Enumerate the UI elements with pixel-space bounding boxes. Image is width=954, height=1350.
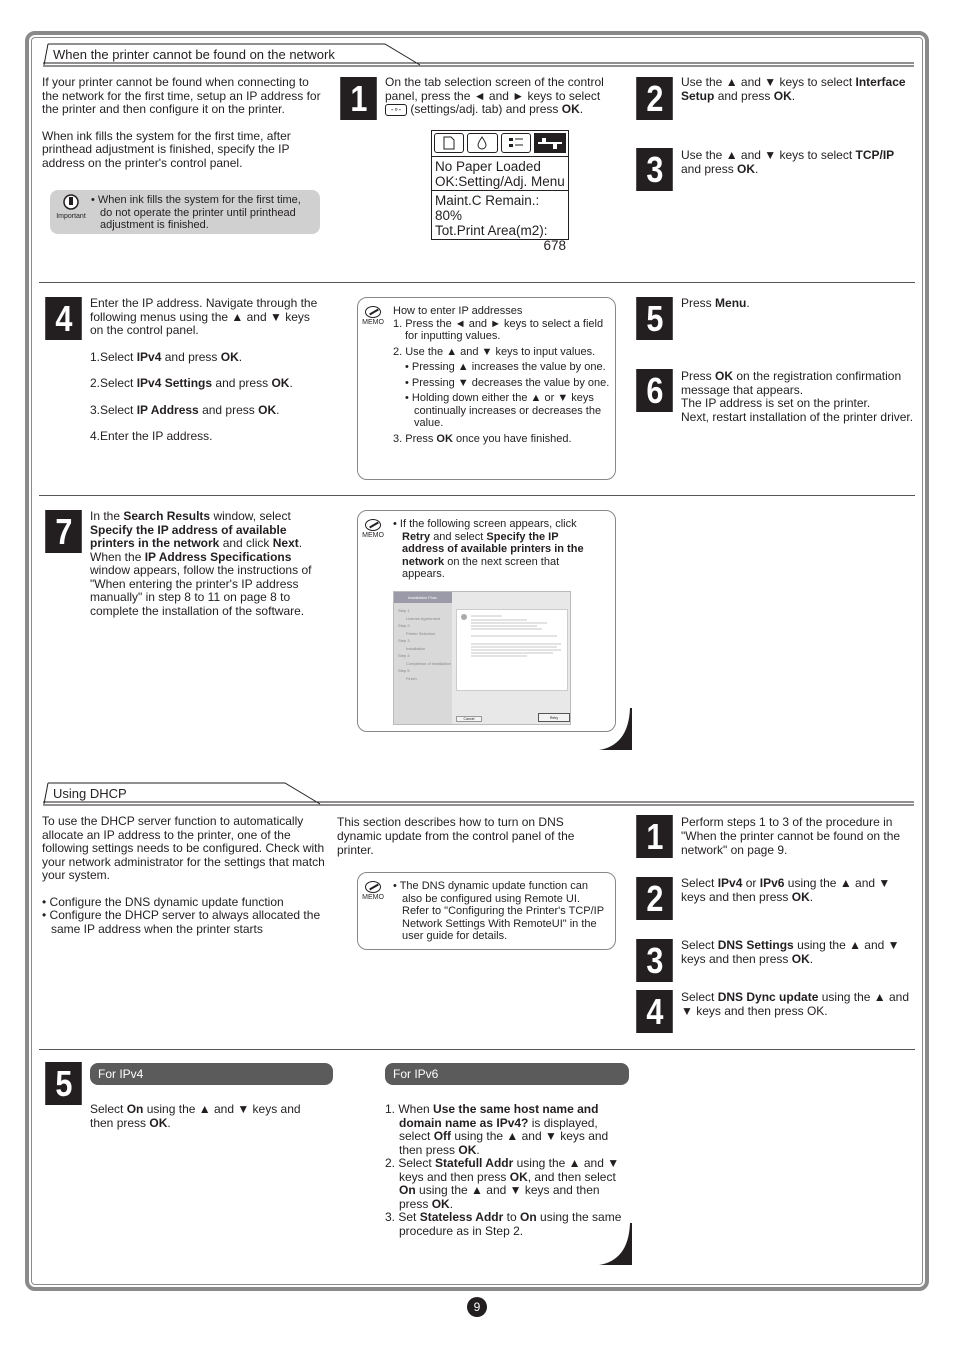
dhcp-step-4-mid: using the ▲ and ▼ keys and then press OK. bbox=[681, 990, 910, 1018]
ipv6-1a: 1. When bbox=[385, 1102, 430, 1116]
step-4-item-3-ok: OK bbox=[258, 402, 277, 417]
dhcp-bullet-1: • Configure the DNS dynamic update function bbox=[42, 894, 284, 909]
installer-side-item: Installation bbox=[406, 645, 426, 651]
step-7-t5: When the bbox=[90, 549, 142, 564]
step-7-text bbox=[90, 510, 326, 618]
ipv6-3d: using the same procedure as in Step 2. bbox=[399, 1210, 622, 1238]
page-turn-icon bbox=[597, 707, 633, 751]
step-7-b4: IP Address Specifications bbox=[144, 549, 292, 564]
memo-retry-t2: and select bbox=[433, 530, 484, 543]
memo-ip-title: How to enter IP addresses bbox=[393, 305, 523, 317]
dhcp-step-2-text bbox=[681, 877, 917, 904]
step-2-pre: Use the ▲ and ▼ keys to select bbox=[681, 75, 853, 89]
step-4-number: 4 bbox=[45, 297, 82, 340]
ipv6-3on: On bbox=[520, 1210, 537, 1224]
ipv6-3a: 3. Set bbox=[385, 1210, 417, 1224]
important-icon bbox=[56, 194, 86, 220]
step-1-text-a: On the tab selection screen of the control panel, press the ◄ and ► keys to select bbox=[385, 75, 604, 103]
installer-side-item: Step 3 bbox=[398, 638, 410, 643]
ipv4-label-bar: For IPv4 bbox=[90, 1063, 333, 1085]
ipv6-1ok: OK bbox=[458, 1142, 477, 1157]
memo-ip-line-3 bbox=[393, 433, 611, 446]
ipv6-text bbox=[385, 1103, 625, 1238]
step-3-number: 3 bbox=[636, 148, 673, 191]
memo-retry-t1: • If the following screen appears, click bbox=[393, 518, 577, 530]
ipv6-step-1 bbox=[385, 1103, 625, 1157]
ipv6-2ok2: OK bbox=[431, 1196, 450, 1211]
section-title-dhcp: Using DHCP bbox=[53, 786, 127, 801]
page-number: 9 bbox=[467, 1297, 487, 1317]
step-5-end: . bbox=[746, 296, 750, 310]
step-4-item-1-post: and press bbox=[164, 349, 218, 364]
paper-tab-icon bbox=[434, 133, 464, 153]
dhcp-step-2-b1: IPv4 bbox=[717, 876, 743, 890]
dhcp-step-3-pre: Select bbox=[681, 938, 715, 952]
step-2-ok: OK bbox=[773, 88, 792, 103]
ipv6-1e: using the ▲ and ▼ keys and then press bbox=[399, 1129, 609, 1157]
lcd-line-4: Tot.Print Area(m2): bbox=[435, 223, 548, 238]
ipv6-label-bar: For IPv6 bbox=[385, 1063, 629, 1085]
dhcp-step-2-mid: using the ▲ and ▼ keys and then press bbox=[681, 876, 891, 904]
dhcp-intro bbox=[42, 815, 326, 936]
step-5-bold: Menu bbox=[715, 296, 747, 310]
step-4-item-3-end: . bbox=[276, 402, 280, 417]
divider-3 bbox=[39, 1049, 915, 1050]
memo-ip-line-3b: once you have finished. bbox=[455, 432, 572, 445]
ipv4-text bbox=[90, 1103, 326, 1130]
section-header-dhcp bbox=[40, 782, 916, 806]
dhcp-step-2-end: . bbox=[809, 889, 814, 904]
section-title-network: When the printer cannot be found on the network bbox=[53, 47, 335, 62]
step-4-item-2-pre: 2.Select bbox=[90, 376, 134, 390]
job-tab-icon bbox=[501, 133, 531, 153]
step-7-b1: Search Results bbox=[123, 509, 211, 523]
lcd-tab-row bbox=[432, 131, 568, 157]
step-6-text bbox=[681, 370, 917, 424]
step-4-intro: Enter the IP address. Navigate through the following menus using the ▲ and ▼ keys on the control panel. bbox=[90, 296, 318, 337]
step-7-t1: In the bbox=[90, 509, 121, 523]
memo-dns bbox=[357, 872, 616, 950]
installer-side-item: Step 1 bbox=[398, 608, 410, 613]
step-2-bold: Interface Setup bbox=[681, 75, 906, 103]
ipv6-2on: On bbox=[399, 1183, 416, 1197]
dhcp-description: This section describes how to turn on DNS dynamic update from the control panel of the printer. bbox=[337, 815, 575, 857]
step-7-t3: and click bbox=[222, 536, 270, 550]
step-4-item-1-bold: IPv4 bbox=[136, 349, 162, 364]
memo-ip-bullet-1: • Pressing ▲ increases the value by one. bbox=[405, 361, 606, 373]
page-turn-icon bbox=[597, 1222, 633, 1266]
step-4-item-2-ok: OK bbox=[271, 376, 290, 390]
memo-ip-line-2: 2. Use the ▲ and ▼ keys to input values. bbox=[393, 345, 596, 358]
dhcp-step-4-text bbox=[681, 991, 917, 1018]
divider-1 bbox=[39, 282, 915, 283]
step-4-item-1-pre: 1.Select bbox=[90, 349, 134, 364]
step-6-post: on the registration confirmation message that appears. bbox=[681, 369, 902, 397]
installer-sidebar bbox=[394, 592, 452, 724]
step-6-line-2: The IP address is set on the printer. bbox=[681, 396, 871, 410]
intro-paragraph-2: When ink fills the system for the first time, after printhead adjustment is finished, specify the IP address on the printer's control panel. bbox=[42, 128, 291, 170]
step-3-ok: OK bbox=[737, 161, 756, 176]
ipv6-2a: 2. Select bbox=[385, 1156, 432, 1170]
step-2-mid: and press bbox=[717, 88, 771, 103]
dhcp-step-1-text: Perform steps 1 to 3 of the procedure in "When the printer cannot be found on the network" on page 9. bbox=[681, 815, 901, 857]
important-box bbox=[50, 190, 320, 234]
step-2-text bbox=[681, 76, 917, 103]
installer-sidebar-header: Installation Flow bbox=[394, 592, 452, 603]
installer-cancel-button[interactable]: Cancel bbox=[456, 716, 482, 722]
dhcp-step-2-pre: Select bbox=[681, 876, 715, 890]
step-4-text bbox=[90, 297, 322, 444]
installer-side-item: License Agreement bbox=[406, 615, 441, 621]
installer-message-panel bbox=[456, 609, 568, 691]
divider-2 bbox=[39, 495, 915, 496]
dhcp-step-3-text bbox=[681, 939, 917, 966]
step-7-t2: window, select bbox=[213, 509, 291, 523]
step-4-item-3-pre: 3.Select bbox=[90, 402, 134, 417]
ipv6-1end: . bbox=[476, 1142, 480, 1157]
settings-tab-icon-selected bbox=[534, 133, 566, 153]
step-1-number: 1 bbox=[340, 77, 377, 120]
step-5-text bbox=[681, 297, 917, 311]
memo-label: MEMO bbox=[362, 319, 384, 326]
ipv6-step-3 bbox=[385, 1211, 625, 1238]
step-7-b2: Specify the IP address of available printers in the network bbox=[90, 522, 287, 550]
memo-icon bbox=[362, 881, 384, 902]
ipv6-2e: using the ▲ and ▼ keys and then press bbox=[399, 1183, 600, 1211]
dhcp-step-4-number: 4 bbox=[636, 990, 673, 1033]
ipv6-2ok: OK bbox=[509, 1169, 528, 1184]
memo-ip-entry bbox=[357, 297, 616, 480]
step-4-item-3 bbox=[90, 404, 322, 418]
step-7-b3: Next bbox=[272, 536, 299, 550]
dhcp-step-3-number: 3 bbox=[636, 939, 673, 982]
installer-retry-button[interactable]: Retry bbox=[538, 713, 570, 722]
memo-ip-line-3-ok: OK bbox=[436, 432, 453, 445]
installer-sidebar-items bbox=[394, 603, 452, 682]
dhcp-step-4-pre: Select bbox=[681, 990, 715, 1004]
step-2-end: . bbox=[791, 88, 796, 103]
memo-retry-b1: Retry bbox=[402, 530, 431, 543]
ipv6-1c: is displayed, select bbox=[399, 1115, 598, 1143]
step-5-pre: Press bbox=[681, 296, 712, 310]
step-4-item-2-bold: IPv4 Settings bbox=[136, 376, 213, 390]
ipv6-2end: . bbox=[449, 1196, 454, 1211]
intro-paragraph-1: If your printer cannot be found when connecting to the network for the first time, setup an IP address for the printer and then configure it on the printer. bbox=[42, 75, 321, 116]
step-1-ok: OK bbox=[561, 102, 580, 116]
step-6-bold: OK bbox=[715, 369, 734, 383]
lcd-line-2: OK:Setting/Adj. Menu bbox=[432, 174, 568, 191]
ipv4-mid: using the ▲ and ▼ keys and then press bbox=[90, 1102, 301, 1130]
memo-icon bbox=[362, 519, 384, 540]
step-5-number: 5 bbox=[636, 297, 673, 340]
memo-ip-content bbox=[393, 305, 611, 445]
step-1-text-b: (settings/adj. tab) and press bbox=[410, 102, 559, 116]
installer-message-lines bbox=[457, 610, 569, 690]
ipv6-2d: , and then select bbox=[527, 1169, 616, 1184]
step-7-t6: window appears, follow the instructions of "When entering the printer's IP address manually" in step 8 to 11 on page 8 to complete the installation of the software. bbox=[90, 563, 312, 618]
installer-screenshot bbox=[393, 591, 571, 725]
lcd-line-3: Maint.C Remain.: 80% bbox=[435, 193, 540, 223]
ipv6-2b: Statefull Addr bbox=[435, 1156, 514, 1170]
ipv4-end: . bbox=[167, 1115, 171, 1130]
dhcp-step-3-ok: OK bbox=[791, 951, 810, 966]
dhcp-step-3-end: . bbox=[809, 951, 814, 966]
step-2-number: 2 bbox=[636, 77, 673, 120]
step-6-number: 6 bbox=[636, 369, 673, 412]
memo-ip-line-3a: 3. Press bbox=[393, 432, 434, 445]
step-6-line-3: Next, restart installation of the printer driver. bbox=[681, 409, 914, 424]
step-3-text bbox=[681, 149, 917, 176]
step-3-bold: TCP/IP bbox=[855, 148, 895, 162]
memo-label: MEMO bbox=[362, 532, 384, 539]
ipv6-3c: to bbox=[506, 1210, 517, 1224]
step-6-pre: Press bbox=[681, 369, 712, 383]
step-1-end: . bbox=[579, 102, 584, 116]
installer-side-item: Step 2 bbox=[398, 623, 410, 628]
dhcp-intro-text: To use the DHCP server function to automatically allocate an IP address to the printer, one of the following settings needs to be configured. Check with your network administrator for the settings that match your system. bbox=[42, 814, 325, 882]
step-4-item-4: 4.Enter the IP address. bbox=[90, 429, 213, 443]
step-7-t4: . bbox=[298, 536, 303, 550]
dhcp-step-3-b1: DNS Settings bbox=[717, 938, 794, 952]
step-4-item-2-end: . bbox=[289, 376, 293, 390]
important-text: • When ink fills the system for the first time, do not operate the printer until printhead adjustment is finished. bbox=[91, 194, 301, 231]
memo-retry-b2: Specify the IP address of available printers in the network bbox=[402, 530, 584, 568]
settings-tab-icon: -∘- bbox=[385, 104, 407, 116]
ink-tab-icon bbox=[467, 133, 497, 153]
step-4-item-3-post: and press bbox=[202, 402, 255, 417]
dhcp-step-2-b2: IPv6 bbox=[759, 876, 785, 890]
ipv6-1d: Off bbox=[433, 1129, 452, 1143]
step-4-item-2-post: and press bbox=[215, 376, 269, 390]
step-4-item-2 bbox=[90, 377, 322, 391]
important-label: Important bbox=[56, 213, 86, 220]
memo-retry-text bbox=[393, 518, 603, 581]
memo-ip-line-1: 1. Press the ◄ and ► keys to select a field for inputting values. bbox=[393, 317, 604, 342]
step-4-item-3-bold: IP Address bbox=[136, 402, 199, 417]
dhcp-step-4-b1: DNS Dync update bbox=[717, 990, 819, 1004]
step-4-item-1-end: . bbox=[238, 349, 243, 364]
installer-side-item: Finish bbox=[406, 675, 417, 681]
ipv4-ok: OK bbox=[149, 1115, 168, 1130]
lcd-line-1: No Paper Loaded bbox=[435, 159, 541, 174]
memo-icon bbox=[362, 306, 384, 327]
dhcp-step-1-number: 1 bbox=[636, 815, 673, 858]
ipv4-pre: Select bbox=[90, 1102, 124, 1116]
memo-label: MEMO bbox=[362, 894, 384, 901]
memo-ip-bullet-3: • Holding down either the ▲ or ▼ keys continually increases or decreases the value. bbox=[405, 392, 602, 429]
installer-side-item: Step 5 bbox=[398, 668, 410, 673]
ipv6-step-2 bbox=[385, 1157, 625, 1211]
dhcp-bullet-2: • Configure the DHCP server to always allocated the same IP address when the printer starts bbox=[42, 908, 321, 936]
ipv6-3b: Stateless Addr bbox=[419, 1210, 504, 1224]
step-3-end: . bbox=[755, 161, 759, 176]
memo-ip-bullet-2: • Pressing ▼ decreases the value by one. bbox=[405, 376, 610, 389]
control-panel-lcd bbox=[431, 130, 569, 253]
ipv6-2c: using the ▲ and ▼ keys and then press bbox=[399, 1156, 620, 1184]
lcd-line-5: 678 bbox=[543, 238, 566, 253]
memo-dns-text: • The DNS dynamic update function can also be configured using Remote UI. Refer to "Configuring the Printer's TCP/IP Network Settings With RemoteUI" in the user guide for details. bbox=[393, 880, 604, 942]
step-4-item-1-ok: OK bbox=[220, 349, 239, 364]
step-7-number: 7 bbox=[45, 510, 82, 553]
intro-text bbox=[42, 76, 326, 170]
installer-side-item: Printer Selection bbox=[406, 630, 436, 636]
dhcp-step-2-number: 2 bbox=[636, 877, 673, 920]
step-1-text bbox=[385, 76, 621, 117]
installer-side-item: Completion of Installation bbox=[406, 660, 451, 666]
installer-side-item: Step 4 bbox=[398, 653, 410, 658]
dhcp-step-2-or: or bbox=[745, 876, 757, 890]
dhcp-step-2-ok: OK bbox=[791, 889, 810, 904]
ipv6-1b: Use the same host name and domain name as IPv4? bbox=[399, 1102, 599, 1130]
ipv4-bold: On bbox=[126, 1102, 144, 1116]
step-4-item-1 bbox=[90, 351, 322, 365]
step-3-pre: Use the ▲ and ▼ keys to select bbox=[681, 148, 853, 162]
memo-retry-t3: on the next screen that appears. bbox=[402, 555, 560, 580]
step-3-mid: and press bbox=[681, 161, 734, 176]
dhcp-step-3-mid: using the ▲ and ▼ keys and then press bbox=[681, 938, 900, 966]
dhcp-step-5-number: 5 bbox=[45, 1062, 82, 1105]
